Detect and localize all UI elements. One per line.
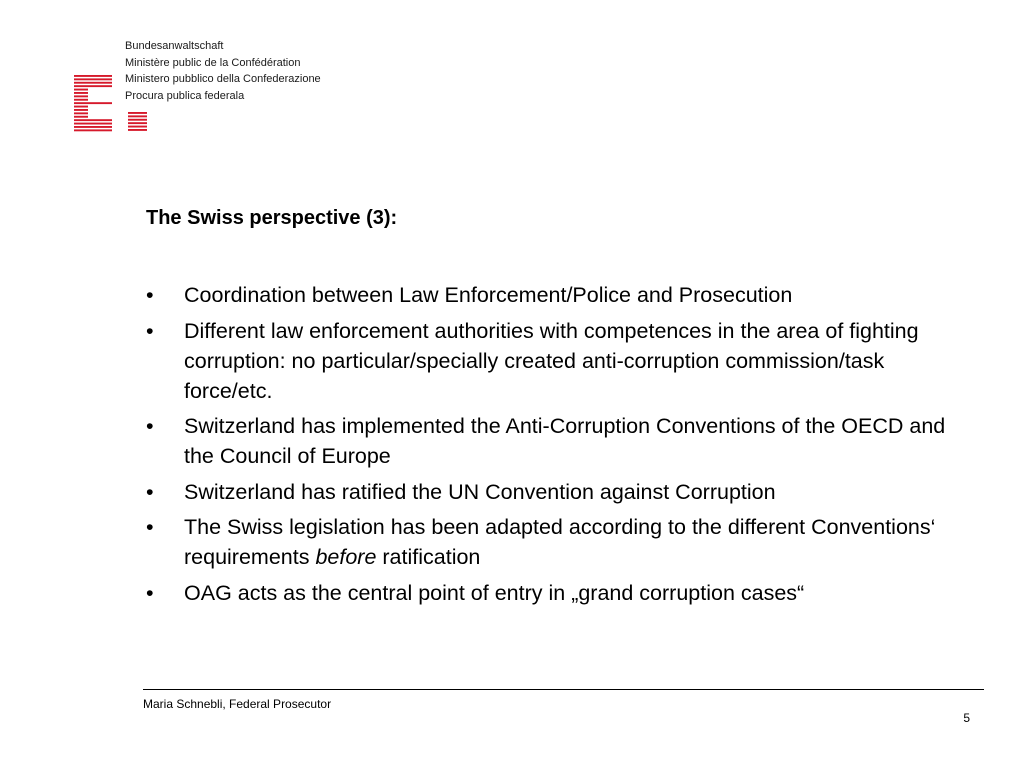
bullet-text: Switzerland has implemented the Anti-Corruption Conventions of the OECD and the Council of Europe [184,414,946,468]
logo-stripe [74,85,112,87]
logo-stripe [74,102,112,104]
bullet-list [146,280,966,613]
bullet-text: OAG acts as the central point of entry in „grand corruption cases“ [184,580,805,605]
logo-stripe [128,122,147,124]
bullet-text-part: ratification [376,545,481,569]
logo-stripe [128,115,147,117]
bullet-item [146,316,966,406]
logo-stripe [74,123,112,125]
logo-stripe [74,126,112,128]
logo-stripe [74,78,112,80]
logo-stripe [74,119,112,121]
bullet-marker: • [146,318,154,343]
logo-stripe [128,119,147,121]
footer-divider [143,689,984,690]
bullet-text [184,515,935,569]
logo-stripe [128,129,147,131]
bullet-text: Different law enforcement authorities with competences in the area of fighting corruption: no particular/specially created anti-corruption commission/task force/etc. [184,318,919,403]
bullet-marker: • [146,515,154,539]
agency-name-rm: Procura publica federala [125,89,245,102]
agency-name-de: Bundesanwaltschaft [125,40,224,52]
bullet-marker: • [146,414,154,438]
logo-stripe [74,109,88,111]
logo-stripe [128,112,147,114]
agency-name-fr: Ministère public de la Confédération [125,56,301,69]
logo-stripe [74,95,88,97]
logo-stripe [74,116,88,118]
agency-name-it: Ministero pubblico della Confederazione [125,73,321,85]
bullet-item [146,280,966,310]
page-number: 5 [963,711,970,725]
bullet-marker: • [146,283,154,307]
logo-stripe [74,99,88,101]
footer-author: Maria Schnebli, Federal Prosecutor [143,697,332,711]
bullet-text: Switzerland has ratified the UN Convention against Corruption [184,479,776,504]
bullet-marker: • [146,580,154,605]
bullet-item [146,578,966,608]
logo-stripe [74,106,88,108]
bullet-item [146,477,966,507]
bullet-item [146,411,966,471]
logo-stripe [74,89,88,91]
logo-stripe [74,82,112,84]
logo-stripe [128,126,147,128]
bullet-text-part: The Swiss legislation has been adapted according to the different Conventions‘ requirements [184,515,936,569]
agency-names [125,38,321,104]
slide-title: The Swiss perspective (3): [146,207,398,229]
logo-stripe [74,75,112,77]
bullet-marker: • [146,479,154,504]
bullet-item [146,512,966,572]
logo-stripe [74,112,88,114]
emphasis-text: before [315,545,377,569]
logo-stripe [74,129,112,131]
logo-stripe [74,92,88,94]
bullet-text: Coordination between Law Enforcement/Police and Prosecution [184,283,793,307]
